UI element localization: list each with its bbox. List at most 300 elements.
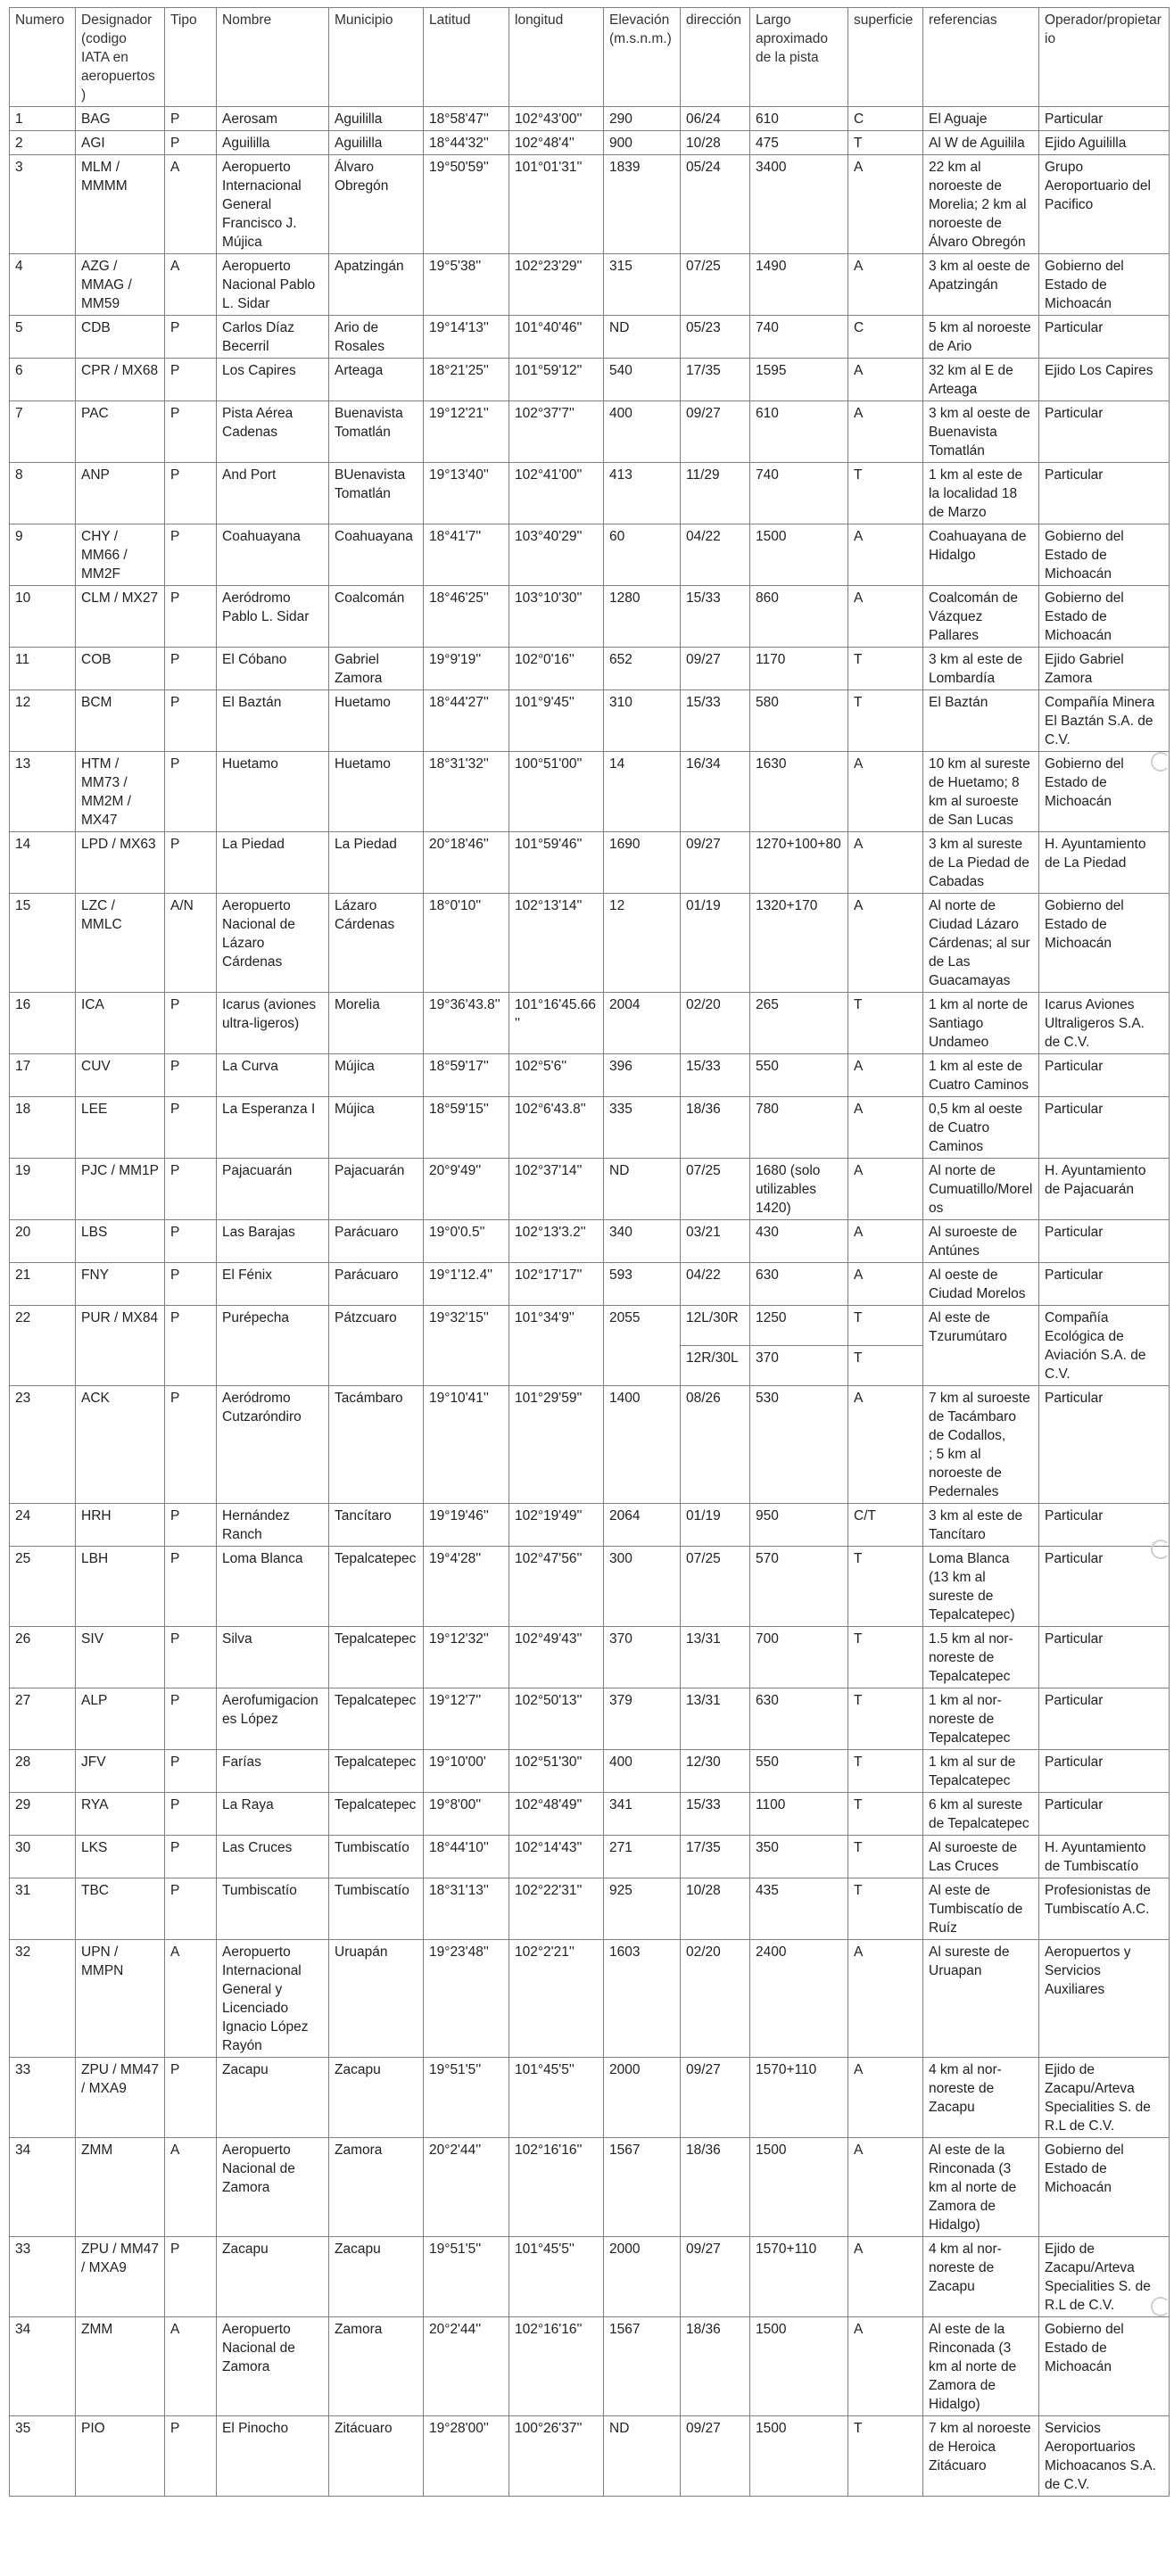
table-cell: 900 <box>604 131 681 155</box>
table-cell: PAC <box>76 401 165 463</box>
table-cell: 19°50'59'' <box>424 155 509 254</box>
table-cell: 630 <box>750 1263 848 1306</box>
table-cell: Pista Aérea Cadenas <box>217 401 329 463</box>
table-cell: Farías <box>217 1750 329 1793</box>
table-cell: 1270+100+80 <box>750 832 848 894</box>
table-cell: Particular <box>1039 316 1170 359</box>
table-cell: SIV <box>76 1627 165 1688</box>
table-row <box>10 2317 1170 2416</box>
table-cell: 19°51'5'' <box>424 2058 509 2138</box>
table-cell: 10/28 <box>681 1878 750 1940</box>
table-cell: 101°40'46'' <box>509 316 604 359</box>
table-cell: T <box>848 1346 923 1386</box>
table-cell: Compañía Minera El Baztán S.A. de C.V. <box>1039 690 1170 752</box>
table-cell: 300 <box>604 1547 681 1627</box>
table-cell: Aeropuerto Internacional General Francisco J. Mújica <box>217 155 329 254</box>
table-cell: 10 <box>10 586 76 648</box>
spinner-icon <box>1151 752 1170 772</box>
table-row <box>10 1386 1170 1504</box>
table-cell: Uruapán <box>329 1940 424 2058</box>
table-cell: Zitácuaro <box>329 2416 424 2497</box>
table-cell: 4 km al nor-noreste de Zacapu <box>923 2058 1039 2138</box>
table-cell: P <box>165 1097 217 1159</box>
table-row <box>10 1220 1170 1263</box>
table-cell: 1603 <box>604 1940 681 2058</box>
table-cell: PUR / MX84 <box>76 1306 165 1386</box>
table-cell: 18/36 <box>681 1097 750 1159</box>
table-cell: 19 <box>10 1159 76 1220</box>
table-cell: 12 <box>10 690 76 752</box>
table-cell: 102°51'30'' <box>509 1750 604 1793</box>
table-cell: Zacapu <box>217 2237 329 2317</box>
table-cell: Aguililla <box>217 131 329 155</box>
table-cell: Gobierno del Estado de Michoacán <box>1039 586 1170 648</box>
table-cell: Icarus (aviones ultra-ligeros) <box>217 993 329 1054</box>
table-cell: 22 km al noroeste de Morelia; 2 km al noroeste de Álvaro Obregón <box>923 155 1039 254</box>
table-cell: 100°51'00'' <box>509 752 604 832</box>
table-cell: 20 <box>10 1220 76 1263</box>
table-cell: 19°1'12.4'' <box>424 1263 509 1306</box>
table-cell: ALP <box>76 1688 165 1750</box>
table-cell: 14 <box>604 752 681 832</box>
table-cell: Hernández Ranch <box>217 1504 329 1547</box>
table-row <box>10 1263 1170 1306</box>
table-cell: 102°41'00'' <box>509 463 604 524</box>
table-cell: Morelia <box>329 993 424 1054</box>
table-cell: Al suroeste de Las Cruces <box>923 1836 1039 1878</box>
table-cell: BAG <box>76 107 165 131</box>
table-cell: 31 <box>10 1878 76 1940</box>
table-cell: Aeropuerto Nacional de Lázaro Cárdenas <box>217 894 329 993</box>
table-cell: JFV <box>76 1750 165 1793</box>
table-cell: 430 <box>750 1220 848 1263</box>
table-cell: 400 <box>604 401 681 463</box>
table-cell: 35 <box>10 2416 76 2497</box>
table-cell: A <box>848 2317 923 2416</box>
table-row <box>10 993 1170 1054</box>
table-row <box>10 1750 1170 1793</box>
table-cell: 19°9'19'' <box>424 648 509 690</box>
table-row <box>10 359 1170 401</box>
table-cell: 19°51'5'' <box>424 2237 509 2317</box>
table-row <box>10 1793 1170 1836</box>
table-cell: Profesionistas de Tumbiscatío A.C. <box>1039 1878 1170 1940</box>
table-cell: FNY <box>76 1263 165 1306</box>
table-cell: El Fénix <box>217 1263 329 1306</box>
table-cell: 21 <box>10 1263 76 1306</box>
table-cell: Las Barajas <box>217 1220 329 1263</box>
table-cell: 475 <box>750 131 848 155</box>
table-cell: 01/19 <box>681 894 750 993</box>
table-cell: Gobierno del Estado de Michoacán <box>1039 2317 1170 2416</box>
table-cell: ND <box>604 2416 681 2497</box>
table-cell: 1170 <box>750 648 848 690</box>
table-cell: CUV <box>76 1054 165 1097</box>
table-cell: Tumbiscatío <box>217 1878 329 1940</box>
table-cell: A <box>848 254 923 316</box>
table-cell: 18°59'15'' <box>424 1097 509 1159</box>
table-cell: A <box>848 524 923 586</box>
table-cell: 05/23 <box>681 316 750 359</box>
table-cell: 101°45'5'' <box>509 2237 604 2317</box>
table-cell: Tepalcatepec <box>329 1793 424 1836</box>
table-cell: ZMM <box>76 2317 165 2416</box>
table-cell: LPD / MX63 <box>76 832 165 894</box>
table-cell: T <box>848 1836 923 1878</box>
table-cell: El Cóbano <box>217 648 329 690</box>
table-cell: Particular <box>1039 1504 1170 1547</box>
table-cell: Pátzcuaro <box>329 1306 424 1386</box>
airports-table <box>9 7 1170 2497</box>
table-cell: Zacapu <box>329 2237 424 2317</box>
table-cell: 17/35 <box>681 359 750 401</box>
table-cell: MLM / MMMM <box>76 155 165 254</box>
table-cell: 102°19'49'' <box>509 1504 604 1547</box>
table-cell: 1100 <box>750 1793 848 1836</box>
table-cell: 11 <box>10 648 76 690</box>
table-cell: 15 <box>10 894 76 993</box>
table-row <box>10 1688 1170 1750</box>
table-cell: A <box>848 2058 923 2138</box>
table-cell: 1250 <box>750 1306 848 1346</box>
table-row <box>10 1547 1170 1627</box>
table-cell: 101°59'46'' <box>509 832 604 894</box>
table-cell: 610 <box>750 107 848 131</box>
table-cell: 19°14'13'' <box>424 316 509 359</box>
table-cell: 102°43'00'' <box>509 107 604 131</box>
table-cell: Coahuayana de Hidalgo <box>923 524 1039 586</box>
table-cell: P <box>165 107 217 131</box>
table-cell: 102°13'3.2'' <box>509 1220 604 1263</box>
table-cell: 1570+110 <box>750 2058 848 2138</box>
table-cell: 652 <box>604 648 681 690</box>
table-cell: A <box>165 1940 217 2058</box>
table-cell: La Raya <box>217 1793 329 1836</box>
table-cell: 19°36'43.8'' <box>424 993 509 1054</box>
table-cell: 102°50'13'' <box>509 1688 604 1750</box>
table-row <box>10 2138 1170 2237</box>
table-cell: 350 <box>750 1836 848 1878</box>
table-cell: Aeródromo Cutzaróndiro <box>217 1386 329 1504</box>
table-cell: 102°5'6'' <box>509 1054 604 1097</box>
table-cell: 15/33 <box>681 1054 750 1097</box>
table-cell: 102°47'56'' <box>509 1547 604 1627</box>
table-cell: Parácuaro <box>329 1220 424 1263</box>
table-cell: 09/27 <box>681 832 750 894</box>
table-cell: 1567 <box>604 2317 681 2416</box>
table-cell: Al norte de Cumuatillo/Morelos <box>923 1159 1039 1220</box>
table-cell: C <box>848 107 923 131</box>
table-cell: 1 km al nor-noreste de Tepalcatepec <box>923 1688 1039 1750</box>
table-cell: 265 <box>750 993 848 1054</box>
table-cell: 1490 <box>750 254 848 316</box>
table-cell: A <box>848 832 923 894</box>
table-cell: 18°41'7'' <box>424 524 509 586</box>
table-cell: Parácuaro <box>329 1263 424 1306</box>
table-cell: 3 km al oeste de Apatzingán <box>923 254 1039 316</box>
col-header: Largo aproximado de la pista <box>750 8 848 107</box>
table-cell: P <box>165 832 217 894</box>
table-cell: A <box>848 752 923 832</box>
table-cell: Particular <box>1039 1097 1170 1159</box>
col-header: Operador/propietario <box>1039 8 1170 107</box>
table-cell: 15/33 <box>681 1793 750 1836</box>
table-cell: Particular <box>1039 1750 1170 1793</box>
table-cell: 17 <box>10 1054 76 1097</box>
table-cell: 18°58'47'' <box>424 107 509 131</box>
table-cell: 3 km al oeste de Buenavista Tomatlán <box>923 401 1039 463</box>
table-cell: 09/27 <box>681 2237 750 2317</box>
table-cell: Al este de Tzurumútaro <box>923 1306 1039 1386</box>
table-cell: 18°46'25'' <box>424 586 509 648</box>
table-cell: 04/22 <box>681 524 750 586</box>
table-cell: 12R/30L <box>681 1346 750 1386</box>
table-cell: BCM <box>76 690 165 752</box>
table-row <box>10 1097 1170 1159</box>
table-cell: 1570+110 <box>750 2237 848 2317</box>
table-cell: 3 km al sureste de La Piedad de Cabadas <box>923 832 1039 894</box>
table-cell: Servicios Aeroportuarios Michoacanos S.A. de C.V. <box>1039 2416 1170 2497</box>
table-cell: 09/27 <box>681 401 750 463</box>
table-cell: H. Ayuntamiento de Tumbiscatío <box>1039 1836 1170 1878</box>
table-cell: 2000 <box>604 2058 681 2138</box>
table-cell: Al este de la Rinconada (3 km al norte de Zamora de Hidalgo) <box>923 2138 1039 2237</box>
table-cell: P <box>165 752 217 832</box>
table-cell: P <box>165 1688 217 1750</box>
table-cell: PJC / MM1P <box>76 1159 165 1220</box>
table-cell: 15/33 <box>681 586 750 648</box>
table-cell: Ario de Rosales <box>329 316 424 359</box>
table-cell: Particular <box>1039 1263 1170 1306</box>
table-cell: 7 km al noroeste de Heroica Zitácuaro <box>923 2416 1039 2497</box>
table-cell: P <box>165 1263 217 1306</box>
table-cell: Particular <box>1039 1386 1170 1504</box>
table-cell: 102°16'16'' <box>509 2317 604 2416</box>
table-cell: HRH <box>76 1504 165 1547</box>
table-cell: CPR / MX68 <box>76 359 165 401</box>
table-cell: Particular <box>1039 463 1170 524</box>
table-cell: 396 <box>604 1054 681 1097</box>
table-cell: 18 <box>10 1097 76 1159</box>
table-cell: 18°31'32'' <box>424 752 509 832</box>
table-cell: 102°14'43'' <box>509 1836 604 1878</box>
table-cell: Aerofumigaciones López <box>217 1688 329 1750</box>
table-cell: 28 <box>10 1750 76 1793</box>
table-cell: 34 <box>10 2317 76 2416</box>
table-cell: Tumbiscatío <box>329 1836 424 1878</box>
table-row <box>10 2237 1170 2317</box>
table-cell: 20°9'49'' <box>424 1159 509 1220</box>
table-cell: P <box>165 131 217 155</box>
table-cell: BUenavista Tomatlán <box>329 463 424 524</box>
table-cell: 101°59'12'' <box>509 359 604 401</box>
table-cell: El Baztán <box>923 690 1039 752</box>
table-cell: Carlos Díaz Becerril <box>217 316 329 359</box>
table-cell: 23 <box>10 1386 76 1504</box>
col-header: Latitud <box>424 8 509 107</box>
table-cell: 370 <box>604 1627 681 1688</box>
table-cell: 102°0'16'' <box>509 648 604 690</box>
table-cell: 4 <box>10 254 76 316</box>
table-cell: ICA <box>76 993 165 1054</box>
table-row <box>10 524 1170 586</box>
table-cell: HTM / MM73 / MM2M / MX47 <box>76 752 165 832</box>
col-header: Elevación (m.s.n.m.) <box>604 8 681 107</box>
table-cell: 32 km al E de Arteaga <box>923 359 1039 401</box>
col-header: dirección <box>681 8 750 107</box>
table-cell: 1839 <box>604 155 681 254</box>
table-cell: 102°16'16'' <box>509 2138 604 2237</box>
table-cell: 2055 <box>604 1306 681 1386</box>
table-cell: La Esperanza I <box>217 1097 329 1159</box>
table-cell: 1320+170 <box>750 894 848 993</box>
table-cell: 19°4'28'' <box>424 1547 509 1627</box>
table-cell: 5 <box>10 316 76 359</box>
table-cell: 103°10'30'' <box>509 586 604 648</box>
table-cell: 09/27 <box>681 2416 750 2497</box>
table-cell: 2004 <box>604 993 681 1054</box>
table-cell: 2064 <box>604 1504 681 1547</box>
table-cell: Tancítaro <box>329 1504 424 1547</box>
table-cell: 1630 <box>750 752 848 832</box>
spinner-icon <box>1151 1540 1170 1559</box>
table-cell: A <box>848 586 923 648</box>
table-cell: ND <box>604 1159 681 1220</box>
table-cell: 740 <box>750 463 848 524</box>
table-cell: 3 km al este de Lombardía <box>923 648 1039 690</box>
table-cell: 06/24 <box>681 107 750 131</box>
table-cell: 18°31'13'' <box>424 1878 509 1940</box>
table-cell: 550 <box>750 1054 848 1097</box>
table-cell: Aeropuerto Internacional General y Licenciado Ignacio López Rayón <box>217 1940 329 2058</box>
table-cell: 700 <box>750 1627 848 1688</box>
table-cell: 19°28'00'' <box>424 2416 509 2497</box>
table-cell: Grupo Aeroportuario del Pacifico <box>1039 155 1170 254</box>
table-cell: 24 <box>10 1504 76 1547</box>
table-cell: 12L/30R <box>681 1306 750 1346</box>
table-cell: 740 <box>750 316 848 359</box>
spinner-icon <box>1151 2297 1170 2316</box>
table-cell: Coalcomán <box>329 586 424 648</box>
table-cell: P <box>165 1386 217 1504</box>
table-cell: 34 <box>10 2138 76 2237</box>
table-cell: 04/22 <box>681 1263 750 1306</box>
col-header: referencias <box>923 8 1039 107</box>
table-cell: P <box>165 1159 217 1220</box>
table-cell: Huetamo <box>329 752 424 832</box>
table-cell: 1500 <box>750 2317 848 2416</box>
table-cell: 0,5 km al oeste de Cuatro Caminos <box>923 1097 1039 1159</box>
table-cell: 1 km al norte de Santiago Undameo <box>923 993 1039 1054</box>
table-cell: 10/28 <box>681 131 750 155</box>
table-cell: 12/30 <box>681 1750 750 1793</box>
table-cell: P <box>165 586 217 648</box>
table-cell: 13/31 <box>681 1688 750 1750</box>
table-cell: 3 km al este de Tancítaro <box>923 1504 1039 1547</box>
table-row <box>10 1940 1170 2058</box>
table-cell: A <box>848 1054 923 1097</box>
table-cell: T <box>848 1750 923 1793</box>
table-row <box>10 1836 1170 1878</box>
table-cell: 101°34'9'' <box>509 1306 604 1386</box>
table-cell: COB <box>76 648 165 690</box>
table-cell: T <box>848 690 923 752</box>
table-cell: 101°01'31'' <box>509 155 604 254</box>
table-cell: AGI <box>76 131 165 155</box>
col-header: Municipio <box>329 8 424 107</box>
table-row <box>10 155 1170 254</box>
table-cell: 435 <box>750 1878 848 1940</box>
table-cell: 15/33 <box>681 690 750 752</box>
table-cell: Al este de Tumbiscatío de Ruíz <box>923 1878 1039 1940</box>
table-cell: El Pinocho <box>217 2416 329 2497</box>
table-cell: 610 <box>750 401 848 463</box>
table-cell: 19°23'48'' <box>424 1940 509 2058</box>
table-cell: 271 <box>604 1836 681 1878</box>
table-cell: H. Ayuntamiento de Pajacuarán <box>1039 1159 1170 1220</box>
table-cell: A <box>848 2138 923 2237</box>
table-cell: A <box>848 1220 923 1263</box>
table-row <box>10 1627 1170 1688</box>
col-header: Nombre <box>217 8 329 107</box>
table-cell: Al este de la Rinconada (3 km al norte de Zamora de Hidalgo) <box>923 2317 1039 2416</box>
table-cell: 101°16'45.66'' <box>509 993 604 1054</box>
table-cell: RYA <box>76 1793 165 1836</box>
table-cell: LEE <box>76 1097 165 1159</box>
table-cell: A <box>848 1386 923 1504</box>
table-cell: 9 <box>10 524 76 586</box>
table-cell: Gobierno del Estado de Michoacán <box>1039 894 1170 993</box>
table-cell: 413 <box>604 463 681 524</box>
table-cell: 18°21'25'' <box>424 359 509 401</box>
table-cell: 07/25 <box>681 1547 750 1627</box>
table-cell: ZPU / MM47 / MXA9 <box>76 2058 165 2138</box>
table-row <box>10 316 1170 359</box>
table-cell: Aguililla <box>329 131 424 155</box>
table-cell: 19°12'7'' <box>424 1688 509 1750</box>
table-cell: 100°26'37'' <box>509 2416 604 2497</box>
table-cell: Particular <box>1039 107 1170 131</box>
table-cell: Arteaga <box>329 359 424 401</box>
table-cell: Icarus Aviones Ultraligeros S.A. de C.V. <box>1039 993 1170 1054</box>
table-cell: Tepalcatepec <box>329 1688 424 1750</box>
table-cell: Purépecha <box>217 1306 329 1386</box>
table-row <box>10 254 1170 316</box>
table-cell: Mújica <box>329 1097 424 1159</box>
table-cell: 1.5 km al nor-noreste de Tepalcatepec <box>923 1627 1039 1688</box>
table-cell: La Piedad <box>217 832 329 894</box>
table-cell: 102°17'17'' <box>509 1263 604 1306</box>
table-row <box>10 586 1170 648</box>
table-cell: 12 <box>604 894 681 993</box>
table-cell: 1500 <box>750 2416 848 2497</box>
table-cell: Gobierno del Estado de Michoacán <box>1039 254 1170 316</box>
table-cell: 290 <box>604 107 681 131</box>
table-cell: 33 <box>10 2058 76 2138</box>
table-cell: Aeropuerto Nacional de Zamora <box>217 2317 329 2416</box>
table-cell: 19°10'41'' <box>424 1386 509 1504</box>
table-cell: 02/20 <box>681 993 750 1054</box>
table-cell: 18/36 <box>681 2317 750 2416</box>
table-cell: LKS <box>76 1836 165 1878</box>
table-cell: 19°12'21'' <box>424 401 509 463</box>
table-cell: 540 <box>604 359 681 401</box>
table-cell: Álvaro Obregón <box>329 155 424 254</box>
table-cell: P <box>165 2237 217 2317</box>
table-cell: Las Cruces <box>217 1836 329 1878</box>
table-cell: 19°12'32'' <box>424 1627 509 1688</box>
table-cell: 102°49'43'' <box>509 1627 604 1688</box>
